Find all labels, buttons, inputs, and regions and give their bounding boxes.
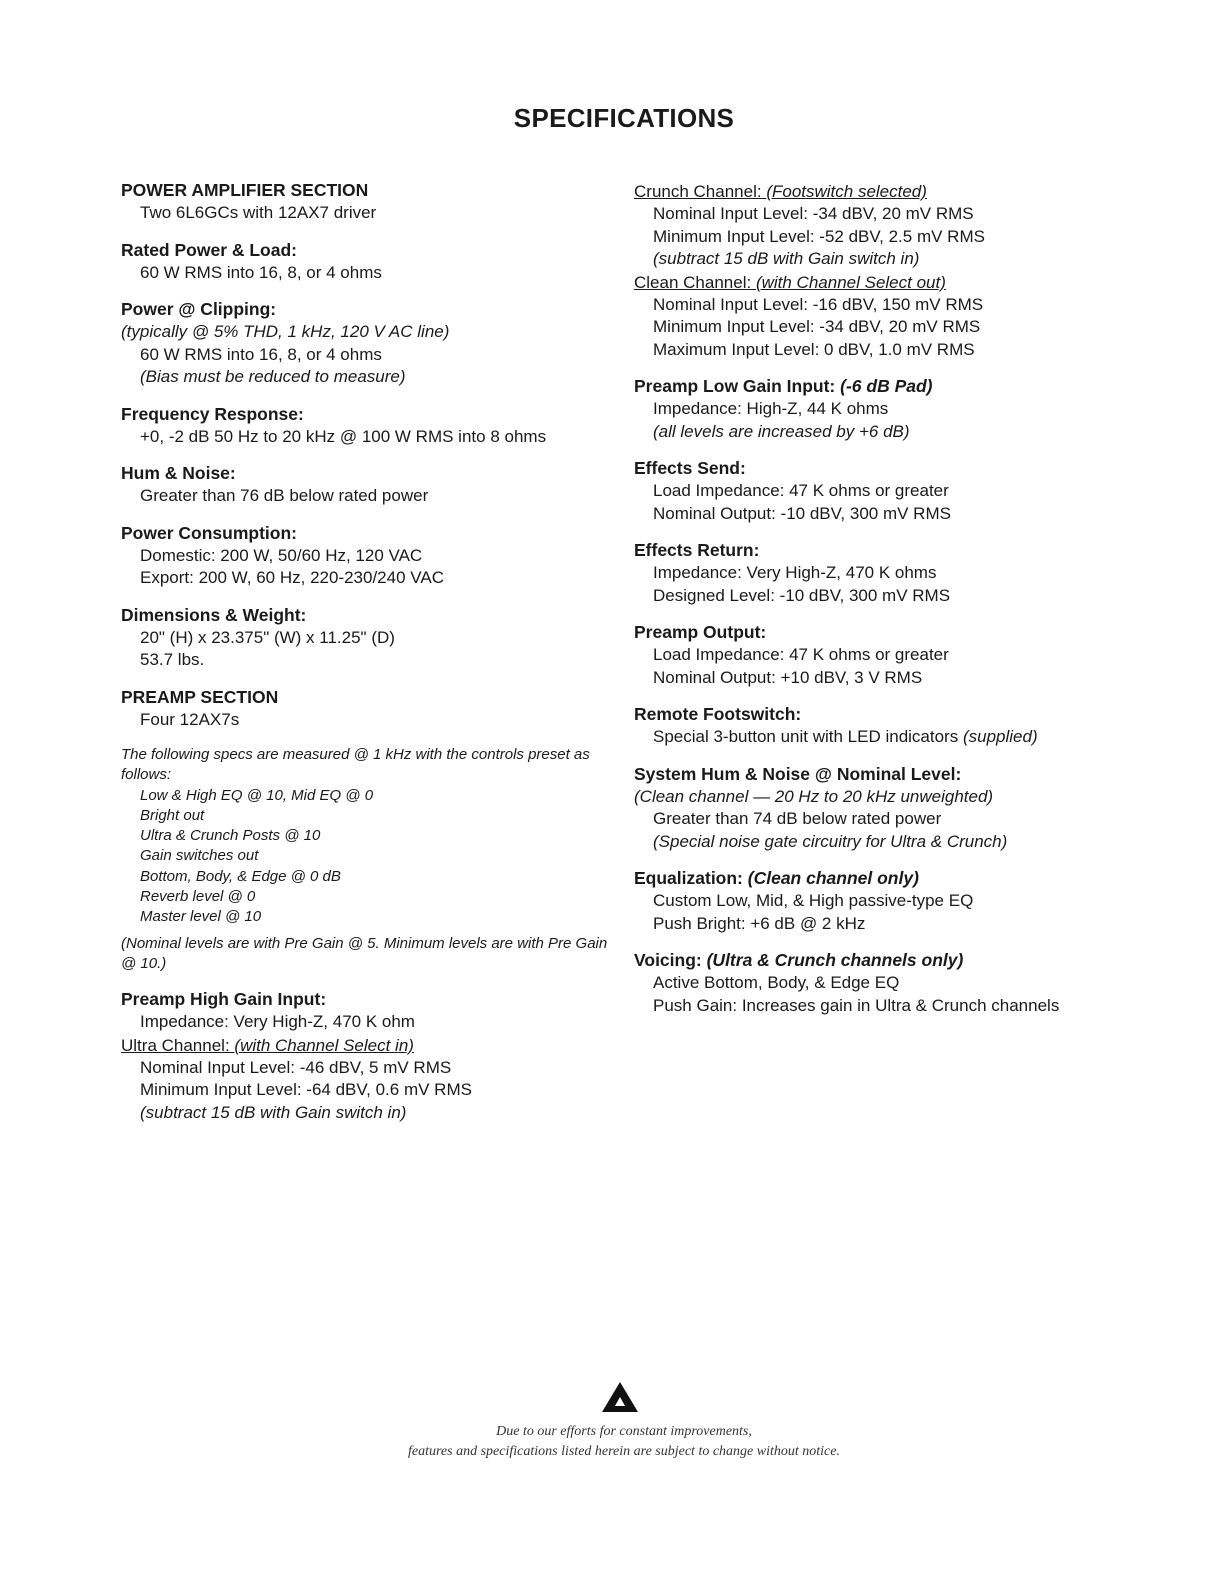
channel-label: Clean Channel: — [634, 272, 752, 292]
conditions-footnote: (Nominal levels are with Pre Gain @ 5. Minimum levels are with Pre Gain @ 10.) — [121, 934, 608, 972]
spec-line: 20" (H) x 23.375" (W) x 11.25" (D) — [140, 627, 395, 647]
spec-note: (subtract 15 dB with Gain switch in) — [140, 1102, 407, 1122]
measurement-conditions — [121, 745, 611, 974]
spec-line: Minimum Input Level: -52 dBV, 2.5 mV RMS — [653, 226, 985, 246]
spec-line: Impedance: Very High-Z, 470 K ohm — [140, 1012, 415, 1032]
spec-note: (typically @ 5% THD, 1 kHz, 120 V AC line) — [121, 322, 450, 341]
spec-line: Nominal Output: +10 dBV, 3 V RMS — [653, 667, 923, 687]
effects-return-section — [634, 539, 1154, 607]
section-heading: Hum & Noise: — [121, 463, 236, 483]
crunch-channel-label — [634, 180, 1154, 203]
channel-note: (with Channel Select in) — [234, 1035, 414, 1055]
spec-line: Push Gain: Increases gain in Ultra & Crunch channels — [653, 995, 1060, 1015]
spec-note: (Bias must be reduced to measure) — [140, 367, 406, 386]
preset-item: Master level @ 10 — [140, 908, 262, 926]
spec-line: Impedance: High-Z, 44 K ohms — [653, 399, 889, 418]
spec-line: Export: 200 W, 60 Hz, 220-230/240 VAC — [140, 568, 444, 587]
heading-text: Equalization: — [634, 868, 743, 888]
spec-line: Load Impedance: 47 K ohms or greater — [653, 645, 949, 664]
preset-item: Bright out — [140, 806, 205, 824]
section-heading: Remote Footswitch: — [634, 704, 802, 724]
heading-note: (-6 dB Pad) — [840, 376, 933, 396]
section-heading: Dimensions & Weight: — [121, 604, 307, 625]
preset-item: Ultra & Crunch Posts @ 10 — [140, 827, 321, 845]
spec-line: Four 12AX7s — [140, 709, 240, 729]
spec-note: (subtract 15 dB with Gain switch in) — [653, 249, 920, 268]
spec-line: Domestic: 200 W, 50/60 Hz, 120 VAC — [140, 545, 423, 565]
section-heading — [634, 375, 1154, 398]
spec-line: Minimum Input Level: -34 dBV, 20 mV RMS — [653, 317, 981, 336]
low-gain-input-section — [634, 375, 1154, 443]
section-heading: System Hum & Noise @ Nominal Level: — [634, 763, 962, 784]
remote-footswitch-section — [634, 703, 1154, 749]
spec-line: 60 W RMS into 16, 8, or 4 ohms — [140, 344, 382, 364]
left-column — [121, 179, 611, 1138]
page-title: SPECIFICATIONS — [513, 103, 735, 133]
high-gain-input-section — [121, 988, 611, 1124]
spec-note: (Clean channel — 20 Hz to 20 kHz unweighted) — [634, 786, 994, 806]
triangle-logo-icon — [600, 1380, 640, 1414]
section-heading: Preamp Output: — [634, 622, 767, 642]
clean-channel-block — [634, 271, 1154, 362]
spec-line: Load Impedance: 47 K ohms or greater — [653, 481, 949, 500]
spec-line: Nominal Input Level: -46 dBV, 5 mV RMS — [140, 1057, 452, 1077]
spec-line: +0, -2 dB 50 Hz to 20 kHz @ 100 W RMS into 8 ohms — [140, 426, 547, 446]
preset-item: Low & High EQ @ 10, Mid EQ @ 0 — [140, 786, 374, 804]
spec-line: Push Bright: +6 dB @ 2 kHz — [653, 913, 866, 933]
spec-line: Impedance: Very High-Z, 470 K ohms — [653, 563, 937, 582]
right-column — [634, 180, 1154, 1031]
channel-label: Ultra Channel: — [121, 1035, 230, 1055]
spec-line: Nominal Output: -10 dBV, 300 mV RMS — [653, 503, 951, 523]
footswitch-text: Special 3-button unit with LED indicators — [653, 727, 959, 746]
section-heading: Frequency Response: — [121, 403, 304, 424]
channel-note: (with Channel Select out) — [755, 272, 946, 292]
section-heading: Rated Power & Load: — [121, 239, 297, 260]
footer-disclaimer — [0, 1422, 1224, 1462]
spec-line: 53.7 lbs. — [140, 650, 205, 669]
channel-note: (Footswitch selected) — [766, 182, 927, 201]
section-heading: Preamp High Gain Input: — [121, 989, 327, 1010]
spec-line: Nominal Input Level: -16 dBV, 150 mV RMS — [653, 294, 984, 314]
spec-line: 60 W RMS into 16, 8, or 4 ohms — [140, 262, 382, 282]
footswitch-note: (supplied) — [962, 727, 1038, 746]
spec-line: Custom Low, Mid, & High passive-type EQ — [653, 891, 974, 910]
power-consumption-section — [121, 522, 611, 590]
spec-line: Minimum Input Level: -64 dBV, 0.6 mV RMS — [140, 1080, 472, 1100]
heading-text: Voicing: — [634, 950, 702, 970]
channel-label: Crunch Channel: — [634, 182, 762, 201]
spec-line: Greater than 76 dB below rated power — [140, 486, 429, 505]
heading-note: (Clean channel only) — [747, 868, 919, 888]
ultra-channel-label — [121, 1034, 611, 1057]
section-heading — [634, 867, 1154, 890]
spec-note: (Special noise gate circuitry for Ultra & Crunch) — [653, 831, 1008, 851]
heading-text: Preamp Low Gain Input: — [634, 376, 836, 396]
section-heading: Effects Send: — [634, 458, 746, 478]
footer-line: features and specifications listed herein are subject to change without notice. — [408, 1444, 840, 1459]
preamp-output-section — [634, 621, 1154, 689]
hum-noise-section — [121, 462, 611, 508]
preset-item: Reverb level @ 0 — [140, 888, 256, 906]
preset-item: Gain switches out — [140, 847, 259, 865]
heading-note: (Ultra & Crunch channels only) — [706, 950, 964, 970]
power-amplifier-section — [121, 179, 611, 225]
dimensions-section — [121, 604, 611, 672]
section-heading — [634, 949, 1154, 972]
voicing-section — [634, 949, 1154, 1017]
section-heading: POWER AMPLIFIER SECTION — [121, 180, 369, 200]
section-heading: Power @ Clipping: — [121, 299, 277, 319]
conditions-intro: The following specs are measured @ 1 kHz with the controls preset as follows: — [121, 746, 590, 784]
clean-channel-label — [634, 271, 1154, 294]
rated-power-section — [121, 239, 611, 285]
power-clipping-section — [121, 298, 611, 389]
footer-line: Due to our efforts for constant improvements, — [496, 1424, 752, 1439]
spec-line: Two 6L6GCs with 12AX7 driver — [140, 203, 377, 222]
equalization-section — [634, 867, 1154, 935]
crunch-channel-block — [634, 180, 1154, 271]
spec-line: Greater than 74 dB below rated power — [653, 809, 942, 828]
section-heading: PREAMP SECTION — [121, 686, 279, 707]
spec-line: Designed Level: -10 dBV, 300 mV RMS — [653, 585, 951, 605]
section-heading: Power Consumption: — [121, 522, 297, 543]
spec-line: Nominal Input Level: -34 dBV, 20 mV RMS — [653, 204, 974, 223]
effects-send-section — [634, 457, 1154, 525]
spec-line: Maximum Input Level: 0 dBV, 1.0 mV RMS — [653, 339, 975, 359]
spec-line — [634, 726, 1154, 749]
preset-list — [121, 786, 611, 928]
system-hum-section — [634, 763, 1154, 854]
spec-line: Active Bottom, Body, & Edge EQ — [653, 973, 900, 992]
frequency-response-section — [121, 403, 611, 449]
preset-item: Bottom, Body, & Edge @ 0 dB — [140, 867, 341, 885]
preamp-section — [121, 686, 611, 732]
section-heading: Effects Return: — [634, 540, 760, 560]
spec-note: (all levels are increased by +6 dB) — [653, 421, 910, 441]
